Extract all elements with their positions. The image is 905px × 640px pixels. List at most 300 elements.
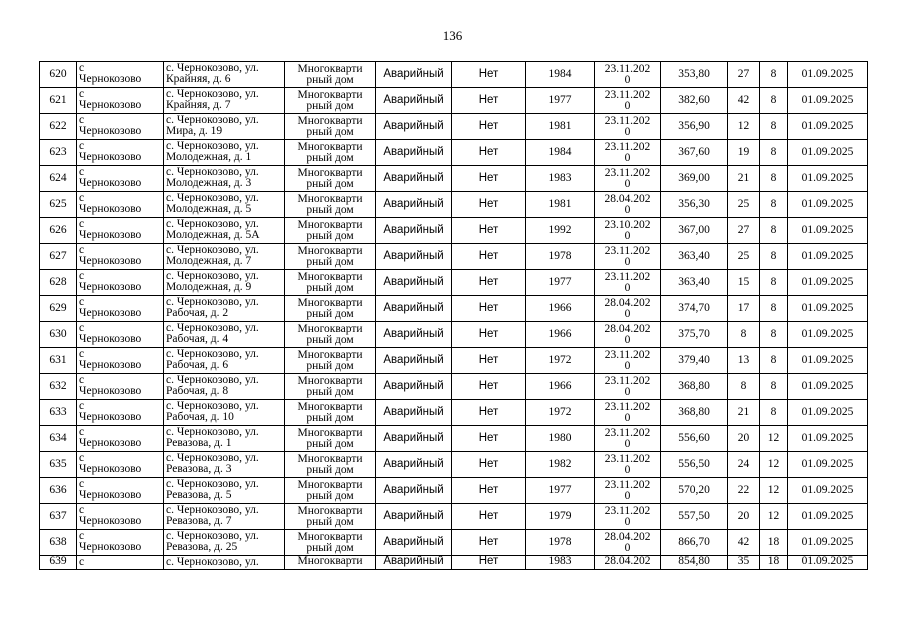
building-type-cell-line: рный дом: [306, 125, 354, 138]
address-cell: [164, 88, 285, 114]
row-number-cell: [40, 374, 77, 400]
building-type-cell: [285, 114, 376, 140]
building-type-cell-line: Многокварти: [297, 140, 363, 153]
year-cell-line: 1992: [548, 224, 572, 236]
settlement-cell-line: Чернокозово: [79, 99, 142, 111]
flag-cell: [452, 88, 526, 114]
settlement-cell-line: с: [79, 114, 85, 126]
condition-cell-line: Аварийный: [383, 120, 444, 132]
settlement-cell: [77, 114, 164, 140]
apartments-cell-line: 8: [770, 354, 777, 366]
deadline-cell-line: 01.09.2025: [801, 484, 854, 496]
flag-cell-line: Нет: [478, 458, 499, 470]
residents-cell: [728, 88, 760, 114]
table-row: [40, 322, 868, 348]
settlement-cell-line: с: [79, 530, 85, 542]
year-cell-line: 1977: [548, 94, 572, 106]
residents-cell-line: 25: [737, 250, 750, 262]
area-cell: [661, 296, 728, 322]
address-cell: [164, 114, 285, 140]
address-cell-line: с. Чернокозово, ул.: [166, 530, 259, 542]
apartments-cell: [760, 504, 788, 530]
flag-cell-line: Нет: [478, 302, 499, 314]
address-cell-line: с. Чернокозово, ул.: [166, 400, 259, 412]
settlement-cell-line: Чернокозово: [79, 255, 142, 267]
area-cell: [661, 192, 728, 218]
residents-cell: [728, 270, 760, 296]
apartments-cell: [760, 400, 788, 426]
year-cell: [526, 504, 595, 530]
table-row: [40, 140, 868, 166]
row-number-cell-line: 637: [49, 510, 67, 522]
building-type-cell-line: рный дом: [306, 333, 354, 346]
address-cell-line: Молодежная, д. 1: [166, 151, 252, 163]
deadline-cell: [788, 400, 868, 426]
address-cell-line: с. Чернокозово, ул.: [166, 348, 259, 360]
address-cell-line: с. Чернокозово, ул.: [166, 218, 259, 230]
address-cell-line: с. Чернокозово, ул.: [166, 62, 259, 74]
address-cell-line: Крайняя, д. 7: [166, 99, 231, 111]
settlement-cell: [77, 504, 164, 530]
address-cell: [164, 530, 285, 556]
apartments-cell-line: 8: [770, 380, 777, 392]
table-row: [40, 192, 868, 218]
condition-cell-line: Аварийный: [383, 198, 444, 210]
area-cell: [661, 322, 728, 348]
building-type-cell: [285, 400, 376, 426]
date-cell: [595, 322, 661, 348]
residents-cell-line: 20: [737, 510, 750, 522]
apartments-cell-line: 12: [767, 458, 780, 470]
date-cell-line: 0: [624, 255, 631, 268]
building-type-cell: [285, 426, 376, 452]
settlement-cell: [77, 218, 164, 244]
date-cell: [595, 504, 661, 530]
residents-cell-line: 17: [737, 302, 750, 314]
settlement-cell: [77, 296, 164, 322]
apartments-cell-line: 18: [767, 555, 780, 567]
apartments-cell-line: 12: [767, 432, 780, 444]
year-cell-line: 1977: [548, 484, 572, 496]
area-cell-line: 369,00: [678, 172, 710, 184]
table-row: [40, 530, 868, 556]
address-cell-line: Мира, д. 19: [166, 125, 223, 137]
year-cell: [526, 270, 595, 296]
date-cell: [595, 140, 661, 166]
address-cell-line: Крайняя, д. 6: [166, 73, 231, 85]
building-type-cell: [285, 218, 376, 244]
area-cell-line: 379,40: [678, 354, 710, 366]
flag-cell: [452, 62, 526, 88]
year-cell-line: 1966: [548, 380, 572, 392]
address-cell: [164, 296, 285, 322]
address-cell-line: Ревазова, д. 7: [166, 515, 232, 527]
year-cell-line: 1982: [548, 458, 572, 470]
date-cell: [595, 192, 661, 218]
flag-cell-line: Нет: [478, 328, 499, 340]
year-cell-line: 1984: [548, 146, 572, 158]
condition-cell: [376, 452, 452, 478]
area-cell-line: 375,70: [678, 328, 710, 340]
building-type-cell-line: рный дом: [306, 385, 354, 398]
date-cell-line: 23.10.202: [604, 218, 651, 231]
date-cell-line: 23.11.202: [604, 374, 651, 387]
building-type-cell-line: Многокварти: [297, 192, 363, 205]
table-body: [40, 62, 868, 570]
condition-cell-line: Аварийный: [383, 302, 444, 314]
settlement-cell-line: с: [79, 62, 85, 74]
table-row: [40, 88, 868, 114]
deadline-cell: [788, 556, 868, 570]
settlement-cell-line: с: [79, 400, 85, 412]
area-cell: [661, 426, 728, 452]
date-cell-line: 28.04.202: [604, 555, 651, 567]
residents-cell: [728, 296, 760, 322]
flag-cell: [452, 244, 526, 270]
date-cell-line: 0: [624, 463, 631, 476]
area-cell: [661, 140, 728, 166]
settlement-cell-line: Чернокозово: [79, 385, 142, 397]
table-row: [40, 556, 868, 570]
apartments-cell-line: 12: [767, 484, 780, 496]
address-cell-line: с. Чернокозово, ул.: [166, 296, 259, 308]
date-cell-line: 0: [624, 489, 631, 502]
building-type-cell-line: рный дом: [306, 411, 354, 424]
table-row: [40, 452, 868, 478]
row-number-cell-line: 624: [49, 172, 67, 184]
apartments-cell: [760, 374, 788, 400]
year-cell-line: 1983: [548, 555, 572, 567]
settlement-cell-line: Чернокозово: [79, 333, 142, 345]
building-type-cell-line: Многокварти: [297, 244, 363, 257]
row-number-cell-line: 625: [49, 198, 67, 210]
area-cell-line: 570,20: [678, 484, 710, 496]
address-cell-line: с. Чернокозово, ул.: [166, 374, 259, 386]
settlement-cell: [77, 140, 164, 166]
settlement-cell-line: с: [79, 140, 85, 152]
settlement-cell-line: с: [79, 270, 85, 282]
building-type-cell: [285, 478, 376, 504]
building-type-cell-line: Многокварти: [297, 478, 363, 491]
address-cell-line: Ревазова, д. 25: [166, 541, 238, 553]
deadline-cell: [788, 114, 868, 140]
row-number-cell: [40, 140, 77, 166]
address-cell-line: с. Чернокозово, ул.: [166, 192, 259, 204]
deadline-cell-line: 01.09.2025: [801, 250, 854, 262]
date-cell-line: 23.11.202: [604, 478, 651, 491]
settlement-cell-line: Чернокозово: [79, 489, 142, 501]
condition-cell: [376, 62, 452, 88]
area-cell: [661, 62, 728, 88]
condition-cell: [376, 296, 452, 322]
residents-cell: [728, 400, 760, 426]
address-cell: [164, 270, 285, 296]
condition-cell: [376, 270, 452, 296]
condition-cell-line: Аварийный: [383, 510, 444, 522]
apartments-cell: [760, 322, 788, 348]
address-cell: [164, 400, 285, 426]
date-cell: [595, 114, 661, 140]
apartments-cell: [760, 192, 788, 218]
date-cell-line: 23.11.202: [604, 88, 651, 101]
date-cell-line: 0: [624, 229, 631, 242]
deadline-cell: [788, 62, 868, 88]
building-type-cell-line: Многокварти: [297, 218, 363, 231]
row-number-cell: [40, 556, 77, 570]
date-cell-line: 23.11.202: [604, 270, 651, 283]
residents-cell-line: 21: [737, 172, 750, 184]
year-cell: [526, 556, 595, 570]
area-cell: [661, 452, 728, 478]
condition-cell: [376, 530, 452, 556]
flag-cell: [452, 140, 526, 166]
building-type-cell-line: рный дом: [306, 281, 354, 294]
residents-cell-line: 27: [737, 68, 750, 80]
address-cell-line: с. Чернокозово, ул.: [166, 166, 259, 178]
address-cell: [164, 478, 285, 504]
building-type-cell-line: рный дом: [306, 99, 354, 112]
address-cell-line: с. Чернокозово, ул.: [166, 452, 259, 464]
apartments-cell: [760, 296, 788, 322]
flag-cell-line: Нет: [478, 432, 499, 444]
date-cell-line: 0: [624, 385, 631, 398]
building-type-cell: [285, 348, 376, 374]
building-type-cell-line: рный дом: [306, 489, 354, 502]
date-cell-line: 0: [624, 411, 631, 424]
row-number-cell-line: 635: [49, 458, 67, 470]
settlement-cell-line: Чернокозово: [79, 463, 142, 475]
area-cell-line: 368,80: [678, 380, 710, 392]
settlement-cell: [77, 530, 164, 556]
apartments-cell: [760, 530, 788, 556]
building-type-cell-line: рный дом: [306, 515, 354, 528]
deadline-cell: [788, 192, 868, 218]
flag-cell-line: Нет: [478, 406, 499, 418]
building-type-cell-line: Многокварти: [297, 426, 363, 439]
settlement-cell-line: с: [79, 374, 85, 386]
address-cell-line: Ревазова, д. 3: [166, 463, 232, 475]
deadline-cell: [788, 530, 868, 556]
condition-cell-line: Аварийный: [383, 458, 444, 470]
deadline-cell-line: 01.09.2025: [801, 354, 854, 366]
row-number-cell: [40, 62, 77, 88]
residents-cell: [728, 140, 760, 166]
row-number-cell-line: 628: [49, 276, 67, 288]
row-number-cell: [40, 322, 77, 348]
area-cell: [661, 114, 728, 140]
date-cell-line: 0: [624, 125, 631, 138]
date-cell: [595, 88, 661, 114]
date-cell: [595, 218, 661, 244]
address-cell: [164, 140, 285, 166]
residents-cell: [728, 218, 760, 244]
row-number-cell-line: 622: [49, 120, 67, 132]
date-cell: [595, 348, 661, 374]
apartments-cell: [760, 452, 788, 478]
flag-cell-line: Нет: [478, 224, 499, 236]
flag-cell-line: Нет: [478, 68, 499, 80]
deadline-cell-line: 01.09.2025: [801, 120, 854, 132]
apartments-cell: [760, 478, 788, 504]
area-cell-line: 363,40: [678, 276, 710, 288]
row-number-cell-line: 623: [49, 146, 67, 158]
settlement-cell-line: с: [79, 426, 85, 438]
year-cell: [526, 426, 595, 452]
building-type-cell-line: рный дом: [306, 541, 354, 554]
condition-cell-line: Аварийный: [383, 406, 444, 418]
address-cell-line: с. Чернокозово, ул.: [166, 270, 259, 282]
condition-cell: [376, 348, 452, 374]
condition-cell-line: Аварийный: [383, 172, 444, 184]
date-cell: [595, 556, 661, 570]
date-cell-line: 23.11.202: [604, 244, 651, 257]
deadline-cell: [788, 504, 868, 530]
building-type-cell-line: рный дом: [306, 177, 354, 190]
address-cell-line: с. Чернокозово, ул.: [166, 322, 259, 334]
row-number-cell: [40, 192, 77, 218]
year-cell: [526, 140, 595, 166]
table-row: [40, 400, 868, 426]
condition-cell-line: Аварийный: [383, 250, 444, 262]
condition-cell-line: Аварийный: [383, 555, 444, 567]
area-cell: [661, 270, 728, 296]
building-type-cell-line: рный дом: [306, 437, 354, 450]
deadline-cell: [788, 140, 868, 166]
area-cell-line: 356,30: [678, 198, 710, 210]
residents-cell-line: 12: [737, 120, 750, 132]
row-number-cell-line: 630: [49, 328, 67, 340]
apartments-cell-line: 8: [770, 224, 777, 236]
flag-cell-line: Нет: [478, 120, 499, 132]
deadline-cell: [788, 478, 868, 504]
area-cell-line: 854,80: [678, 555, 710, 567]
area-cell-line: 356,90: [678, 120, 710, 132]
date-cell-line: 23.11.202: [604, 426, 651, 439]
address-cell: [164, 452, 285, 478]
settlement-cell: [77, 244, 164, 270]
residents-cell: [728, 556, 760, 570]
year-cell-line: 1978: [548, 536, 572, 548]
condition-cell-line: Аварийный: [383, 484, 444, 496]
row-number-cell: [40, 218, 77, 244]
table-row: [40, 62, 868, 88]
building-type-cell-line: рный дом: [306, 73, 354, 86]
settlement-cell-line: с: [79, 478, 85, 490]
residents-cell: [728, 426, 760, 452]
deadline-cell-line: 01.09.2025: [801, 536, 854, 548]
building-type-cell-line: Многокварти: [297, 348, 363, 361]
residents-cell: [728, 244, 760, 270]
flag-cell-line: Нет: [478, 354, 499, 366]
row-number-cell-line: 638: [49, 536, 67, 548]
deadline-cell-line: 01.09.2025: [801, 510, 854, 522]
address-cell: [164, 556, 285, 570]
deadline-cell: [788, 88, 868, 114]
area-cell: [661, 88, 728, 114]
date-cell-line: 0: [624, 437, 631, 450]
address-cell: [164, 192, 285, 218]
table-row: [40, 114, 868, 140]
date-cell: [595, 296, 661, 322]
settlement-cell-line: с: [79, 244, 85, 256]
deadline-cell-line: 01.09.2025: [801, 276, 854, 288]
building-type-cell: [285, 88, 376, 114]
area-cell: [661, 348, 728, 374]
address-cell: [164, 374, 285, 400]
residents-cell-line: 19: [737, 146, 750, 158]
year-cell-line: 1972: [548, 354, 572, 366]
settlement-cell-line: с: [79, 296, 85, 308]
settlement-cell-line: с: [79, 348, 85, 360]
row-number-cell-line: 620: [49, 68, 67, 80]
residents-cell: [728, 192, 760, 218]
row-number-cell: [40, 426, 77, 452]
year-cell: [526, 400, 595, 426]
row-number-cell-line: 636: [49, 484, 67, 496]
date-cell-line: 23.11.202: [604, 452, 651, 465]
address-cell-line: Рабочая, д. 8: [166, 385, 229, 397]
building-type-cell: [285, 296, 376, 322]
residents-cell-line: 21: [737, 406, 750, 418]
deadline-cell-line: 01.09.2025: [801, 94, 854, 106]
flag-cell: [452, 426, 526, 452]
date-cell-line: 28.04.202: [604, 296, 651, 309]
date-cell-line: 0: [624, 307, 631, 320]
residents-cell: [728, 322, 760, 348]
row-number-cell-line: 626: [49, 224, 67, 236]
date-cell-line: 0: [624, 541, 631, 554]
date-cell-line: 0: [624, 281, 631, 294]
flag-cell-line: Нет: [478, 172, 499, 184]
apartments-cell: [760, 244, 788, 270]
area-cell-line: 367,60: [678, 146, 710, 158]
condition-cell-line: Аварийный: [383, 224, 444, 236]
address-cell: [164, 504, 285, 530]
flag-cell: [452, 374, 526, 400]
area-cell: [661, 244, 728, 270]
condition-cell: [376, 244, 452, 270]
apartments-cell-line: 18: [767, 536, 780, 548]
address-cell-line: с. Чернокозово, ул.: [166, 244, 259, 256]
deadline-cell: [788, 322, 868, 348]
settlement-cell-line: с: [79, 166, 85, 178]
residents-cell-line: 42: [737, 536, 750, 548]
building-type-cell-line: рный дом: [306, 229, 354, 242]
settlement-cell-line: Чернокозово: [79, 151, 142, 163]
year-cell: [526, 192, 595, 218]
deadline-cell: [788, 374, 868, 400]
condition-cell-line: Аварийный: [383, 380, 444, 392]
year-cell-line: 1983: [548, 172, 572, 184]
settlement-cell: [77, 374, 164, 400]
housing-registry-table: [39, 61, 868, 570]
area-cell-line: 368,80: [678, 406, 710, 418]
row-number-cell-line: 632: [49, 380, 67, 392]
date-cell-line: 23.11.202: [604, 504, 651, 517]
flag-cell: [452, 530, 526, 556]
area-cell: [661, 530, 728, 556]
flag-cell: [452, 452, 526, 478]
date-cell-line: 23.11.202: [604, 62, 651, 75]
settlement-cell-line: Чернокозово: [79, 125, 142, 137]
date-cell-line: 28.04.202: [604, 530, 651, 543]
condition-cell: [376, 114, 452, 140]
apartments-cell-line: 8: [770, 120, 777, 132]
table-row: [40, 348, 868, 374]
apartments-cell: [760, 166, 788, 192]
year-cell-line: 1977: [548, 276, 572, 288]
flag-cell-line: Нет: [478, 484, 499, 496]
